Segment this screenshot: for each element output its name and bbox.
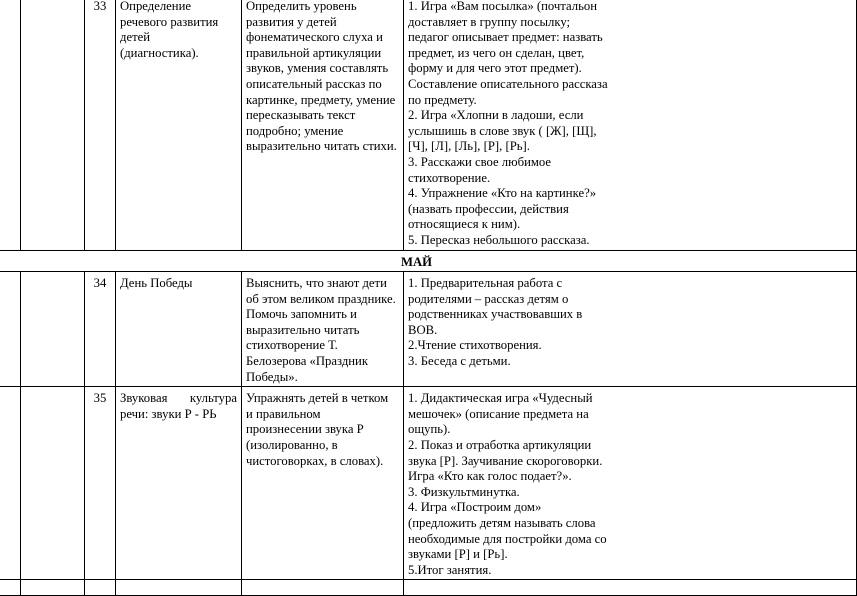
content-line: относящиеся к ним).: [408, 217, 521, 232]
goal-line: развития у детей: [246, 14, 337, 29]
content-line: родителями – рассказ детям о: [408, 291, 569, 306]
month-header-row: [0, 250, 857, 272]
content-line: 1. Дидактическая игра «Чудесный: [408, 391, 593, 406]
content-line: (назвать профессии, действия: [408, 201, 569, 216]
content-line: 3. Расскажи свое любимое: [408, 154, 552, 169]
empty-cell: [21, 0, 85, 250]
content-cell: [404, 387, 857, 580]
goal-line: пересказывать текст: [246, 108, 356, 123]
topic-line: (диагностика).: [120, 45, 199, 60]
content-line: ВОВ.: [408, 322, 438, 337]
goal-line: описательный рассказ по: [246, 76, 382, 91]
goal-cell: [242, 0, 404, 250]
lesson-number-cell: 35: [85, 387, 116, 580]
goal-line: Белозерова «Праздник: [246, 354, 369, 369]
goal-cell: [242, 272, 404, 387]
topic-line: Определение: [120, 0, 192, 13]
content-line: форму и для чего этот предмет).: [408, 61, 582, 76]
empty-cell: [242, 580, 404, 596]
content-line: 1. Предварительная работа с: [408, 276, 563, 291]
content-line: звука [Р]. Заучивание скороговорки.: [408, 453, 603, 468]
empty-cell: [21, 580, 85, 596]
goal-line: выразительно читать: [246, 322, 360, 337]
goal-line: правильной артикуляции: [246, 45, 382, 60]
month-number-cell: [0, 272, 21, 387]
content-line: по предмету.: [408, 92, 477, 107]
goal-line: выразительно читать стихи.: [246, 139, 397, 154]
content-line: 2. Показ и отработка артикуляции: [408, 438, 592, 453]
table-row: [0, 0, 857, 250]
content-line: услышишь в слове звук ( [Ж], [Щ],: [408, 123, 597, 138]
content-line: 4. Упражнение «Кто на картинке?»: [408, 186, 597, 201]
goal-cell: [242, 387, 404, 580]
content-line: (предложить детям называть слова: [408, 516, 596, 530]
content-line: педагог описывает предмет: назвать: [408, 30, 603, 45]
topic-cell: [116, 0, 242, 250]
content-line: мешочек» (описание предмета на: [408, 406, 589, 421]
empty-cell: [85, 580, 116, 596]
empty-cell: [116, 580, 242, 596]
month-number-cell: [0, 0, 21, 250]
content-line: необходимые для постройки дома со: [408, 531, 607, 546]
goal-line: и правильном: [246, 406, 321, 421]
lesson-number-cell: 33: [85, 0, 116, 250]
goal-line: Помочь запомнить и: [246, 307, 357, 322]
content-line: 4. Игра «Построим дом»: [408, 500, 542, 515]
content-line: стихотворение.: [408, 170, 491, 185]
content-cell: [404, 0, 857, 250]
topic-line: Звуковая культура: [120, 391, 237, 406]
content-line: ощупь).: [408, 422, 451, 437]
topic-line: речевого развития: [120, 14, 219, 29]
goal-line: Победы».: [246, 369, 298, 384]
content-line: звуками [Р] и [Рь].: [408, 547, 508, 562]
content-line: 1. Игра «Вам посылка» (почтальон: [408, 0, 597, 13]
table-row: [0, 272, 857, 387]
content-line: 3. Физкультминутка.: [408, 484, 520, 499]
goal-line: об этом великом празднике.: [246, 291, 396, 306]
goal-line: звуков, умения составлять: [246, 61, 389, 76]
content-line: 3. Беседа с детьми.: [408, 354, 511, 369]
goal-line: чистоговорках, в словах).: [246, 453, 384, 468]
goal-line: стихотворение Т.: [246, 338, 338, 353]
content-line: родственниках участвовавших в: [408, 307, 583, 322]
month-number-cell: [0, 387, 21, 580]
lesson-number-cell: 34: [85, 272, 116, 387]
table-row: [0, 387, 857, 580]
topic-line: детей: [120, 30, 151, 45]
empty-cell: [404, 580, 857, 596]
topic-cell: [116, 387, 242, 580]
goal-line: (изолированно, в: [246, 438, 338, 453]
goal-line: произнесении звука Р: [246, 422, 364, 437]
content-cell: [404, 272, 857, 387]
month-label: МАЙ: [0, 250, 857, 272]
content-line: [Ч], [Л], [Ль], [Р], [Рь].: [408, 139, 530, 154]
goal-line: Упражнять детей в четком: [246, 391, 389, 406]
content-line: 5. Пересказ небольшого рассказа.: [408, 232, 590, 247]
empty-cell: [21, 272, 85, 387]
goal-line: подробно; умение: [246, 123, 344, 138]
empty-cell: [0, 580, 21, 596]
table-row: [0, 580, 857, 596]
goal-line: картинке, предмету, умение: [246, 92, 396, 107]
content-line: 2.Чтение стихотворения.: [408, 338, 542, 353]
goal-line: фонематического слуха и: [246, 30, 383, 45]
content-line: предмет, из чего он сделан, цвет,: [408, 45, 585, 60]
goal-line: Определить уровень: [246, 0, 357, 13]
content-line: Игра «Кто как голос подает?».: [408, 469, 572, 484]
empty-cell: [21, 387, 85, 580]
topic-cell: [116, 272, 242, 387]
content-line: 2. Игра «Хлопни в ладоши, если: [408, 108, 584, 123]
goal-line: Выяснить, что знают дети: [246, 276, 387, 291]
topic-line: День Победы: [120, 276, 193, 291]
content-line: 5.Итог занятия.: [408, 562, 492, 577]
content-line: Составление описательного рассказа: [408, 76, 608, 91]
topic-line: речи: звуки Р - РЬ: [120, 406, 217, 421]
content-line: доставляет в группу посылку;: [408, 14, 571, 29]
